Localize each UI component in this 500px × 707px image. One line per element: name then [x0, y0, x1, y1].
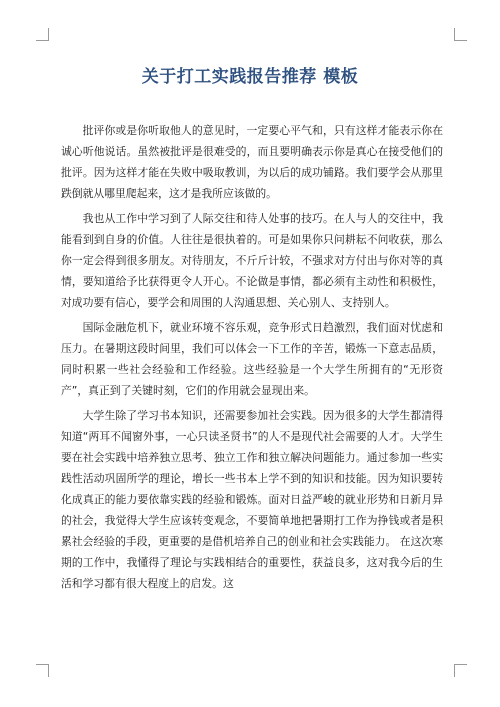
document-body [61, 120, 443, 598]
paragraph: 批评你或是你听取他人的意见时，一定要心平气和，只有这样才能表示你在诚心听他说话。虽然被批评是很难受的，而且要明确表示你是真心在接受他们的批评。因为这样才能在失败中吸取教训，为以后的成功铺路。我们要学会从那里跌倒就从哪里爬起来，这才是我所应该做的。 [61, 124, 443, 200]
paragraph: 我也从工作中学习到了人际交往和待人处事的技巧。在人与人的交往中，我能看到到自身的价值。人往往是很执着的。可是如果你只问耕耘不问收获，那么你一定会得到很多朋友。对待朋友，不斤斤计较，不强求对方付出与你对等的真情，要知道给予比获得更令人开心。不论做是事情，都必须有主动性和积极性，对成功要有信心，要学会和周围的人沟通思想、关心别人、支持别人。 [61, 212, 443, 309]
crop-mark-top-right [454, 28, 467, 41]
crop-mark-bottom-right [454, 664, 467, 677]
paragraph: 国际金融危机下，就业环境不容乐观，竞争形式日趋激烈，我们面对忧虑和压力。在暑期这段时间里，我们可以体会一下工作的辛苦，锻炼一下意志品质，同时积累一些社会经验和工作经验。这些经验是一个大学生所拥有的“无形资产”，真正到了关键时刻，它们的作用就会显现出来。 [61, 321, 443, 397]
crop-mark-top-left [36, 28, 49, 41]
paragraph: 大学生除了学习书本知识，还需要参加社会实践。因为很多的大学生都清得知道“两耳不闻窗外事，一心只读圣贤书”的人不是现代社会需要的人才。大学生要在社会实践中培养独立思考、独立工作和独立解决问题能力。通过参加一些实践性活动巩固所学的理论，增长一些书本上学不到的知识和技能。因为知识要转化成真正的能力要依靠实践的经验和锻炼。面对日益严峻的就业形势和日新月异的社会，我觉得大学生应该转变观念，不要简单地把暑期打工作为挣钱或者是积累社会经验的手段，更重要的是借机培养自己的创业和社会实践能力。 在这次寒期的工作中，我懂得了理论与实践相结合的重要性，获益良多，这对我今后的生活和学习都有很大程度上的启发。这 [61, 409, 443, 590]
document-title: 关于打工实践报告推荐 模板 [141, 67, 359, 87]
crop-mark-bottom-left [36, 664, 49, 677]
